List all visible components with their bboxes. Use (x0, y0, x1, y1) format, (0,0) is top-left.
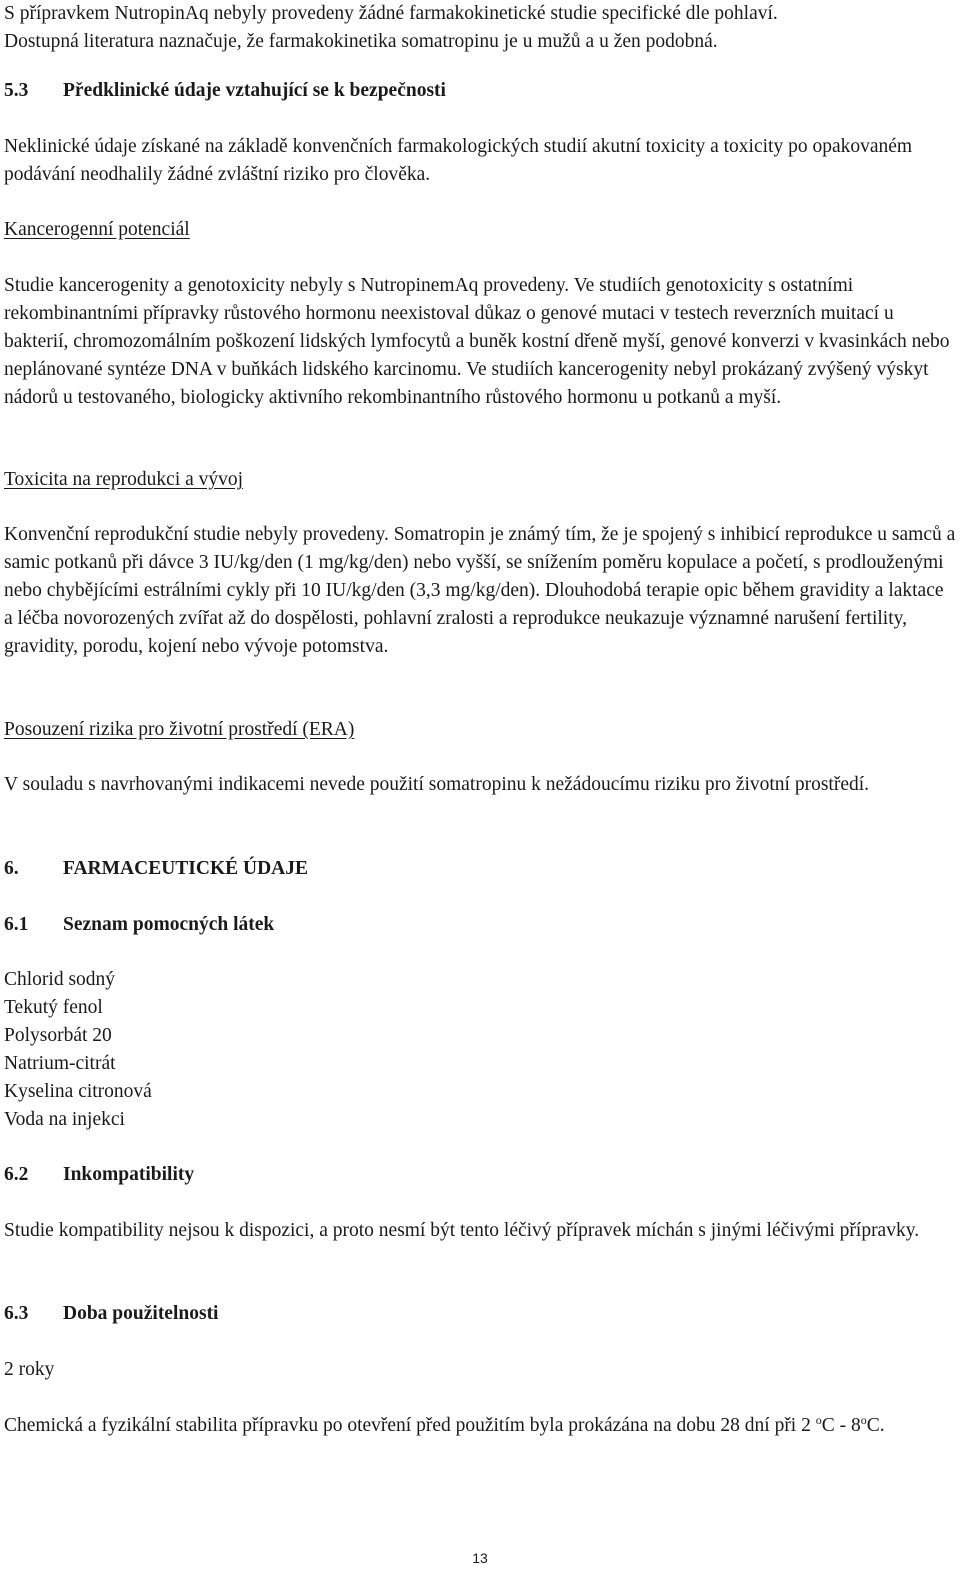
era-heading (4, 716, 956, 744)
section-title: Seznam pomocných látek (63, 914, 275, 935)
list-item: Tekutý fenol (4, 997, 103, 1018)
nonclinical-text: Neklinické údaje získané na základě konvenčních farmakologických studií akutní toxicity a toxicity po opakovaném podávání neodhalily žádné zvláštní riziko pro člověka. (4, 136, 913, 185)
section-number: 6. (4, 858, 19, 879)
reproduction-heading (4, 466, 956, 494)
subheading-text: Kancerogenní potenciál (4, 219, 190, 240)
degree-sup-2: o (860, 1413, 867, 1427)
list-item: Voda na injekci (4, 1109, 125, 1130)
incompatibility-text: Studie kompatibility nejsou k dispozici, a proto nesmí být tento léčivý přípravek míchán s jinými léčivými přípravky. (4, 1220, 920, 1241)
list-item: Kyselina citronová (4, 1081, 152, 1102)
list-item: Chlorid sodný (4, 969, 116, 990)
section-title: Inkompatibility (63, 1164, 195, 1185)
section-6-1-heading (4, 911, 956, 939)
degree-sup-1: o (815, 1413, 822, 1427)
range-separator: C - 8 (821, 1415, 861, 1436)
list-item: Polysorbát 20 (4, 1025, 112, 1046)
section-number: 5.3 (4, 80, 29, 101)
section-number: 6.2 (4, 1164, 29, 1185)
subheading-text: Toxicita na reprodukci a vývoj (4, 469, 244, 490)
section-6-heading (4, 855, 956, 883)
section-number: 6.1 (4, 914, 29, 935)
section-title: Předklinické údaje vztahující se k bezpečnosti (63, 80, 446, 101)
intro-paragraph (4, 0, 956, 56)
carcinogenic-text: Studie kancerogenity a genotoxicity nebyly s NutropinemAq provedeny. Ve studiích genotoxicity s ostatními rekombinantními přípravky růstového hormonu neexistoval důkaz o genové mutaci v testech reverzních muitací u bakterií, chromozomálním poškození lidských lymfocytů a buněk kostní dřeně myší, genové konverzi v kvasinkách nebo neplánované syntéze DNA v buňkách lidského karcinomu. Ve studiích kancerogenity nebyl prokázaný zvýšený výskyt nádorů u testovaného, biologicky aktivního rekombinantního růstového hormonu u potkanů a myší. (4, 275, 950, 408)
carcinogenic-heading (4, 216, 956, 244)
shelf-life (4, 1356, 956, 1384)
intro-line-2: Dostupná literatura naznačuje, že farmakokinetika somatropinu je u mužů a u žen podobná. (4, 31, 718, 52)
era-text: V souladu s navrhovanými indikacemi nevede použití somatropinu k nežádoucímu riziku pro životní prostředí. (4, 774, 870, 795)
stability-end: C. (866, 1415, 885, 1436)
intro-line-1: S přípravkem NutropinAq nebyly provedeny žádné farmakokinetické studie specifické dle pohlaví. (4, 3, 778, 24)
list-item: Natrium-citrát (4, 1053, 116, 1074)
section-title: FARMACEUTICKÉ ÚDAJE (63, 858, 309, 879)
section-title: Doba použitelnosti (63, 1303, 219, 1324)
reproduction-text: Konvenční reprodukční studie nebyly provedeny. Somatropin je známý tím, že je spojený s inhibicí reprodukce u samců a samic potkanů při dávce 3 IU/kg/den (1 mg/kg/den) nebo vyšší, se snížením poměru kopulace a početí, s prodlouženými nebo chybějícími estrálními cykly při 10 IU/kg/den (3,3 mg/kg/den). Dlouhodobá terapie opic během gravidity a laktace a léčba novorozených zvířat až do dospělosti, pohlavní zralosti a reprodukce neukazuje významné narušení fertility, gravidity, porodu, kojení nebo vývoje potomstva. (4, 524, 956, 657)
stability-text-main: Chemická a fyzikální stabilita přípravku po otevření před použitím byla prokázána na dobu 28 dní při 2 (4, 1415, 811, 1436)
subheading-text: Posouzení rizika pro životní prostředí (ERA) (4, 719, 355, 740)
stability-text (4, 1412, 956, 1440)
stability-paragraph (4, 1412, 956, 1440)
section-5-3-heading (4, 77, 956, 105)
reproduction-paragraph (4, 521, 956, 661)
era-paragraph (4, 771, 956, 799)
section-6-3-heading (4, 1300, 956, 1328)
shelf-life-text: 2 roky (4, 1359, 55, 1380)
section-6-2-heading (4, 1161, 956, 1189)
section-number: 6.3 (4, 1303, 29, 1324)
carcinogenic-paragraph (4, 272, 956, 412)
section-5-3-paragraph (4, 133, 956, 189)
section-6-2-paragraph (4, 1217, 956, 1245)
page-number: 13 (472, 1550, 488, 1566)
excipients-list (4, 966, 956, 1134)
